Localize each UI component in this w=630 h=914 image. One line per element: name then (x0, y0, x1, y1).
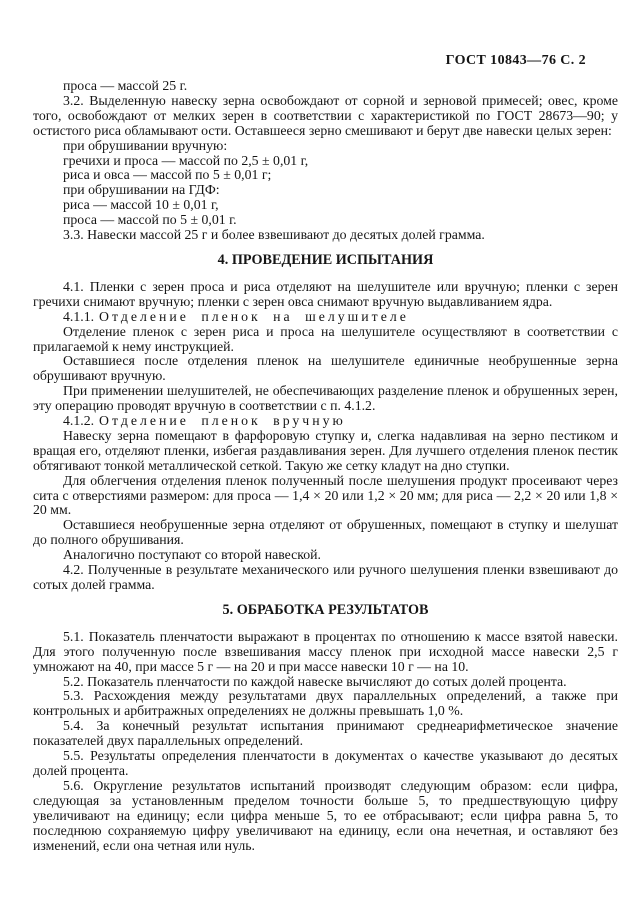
heading-4-1-2 (33, 414, 618, 429)
para-3-3: 3.3. Навески массой 25 г и более взвешивают до десятых долей грамма. (63, 227, 485, 243)
heading-4-1-2-text: Отделение пленок вручную (99, 413, 346, 429)
list-line-buckwheat-millet: гречихи и проса — массой по 2,5 ± 0,01 г, (63, 152, 309, 168)
para-4-1-2-a: Навеску зерна помещают в фарфоровую ступку и, слегка надавливая на зерно пестиком и вращая его, отделяют пленки, избегая раздавливания зерен. Для лучшего отделения пленок пестик обтягивают тонкой металлической сеткой. Такую же сетку кладут на дно ступки. (33, 427, 618, 473)
page-header: ГОСТ 10843—76 С. 2 (445, 53, 586, 68)
list-line-millet: проса — массой по 5 ± 0,01 г. (63, 212, 237, 228)
para-5-4: 5.4. За конечный результат испытания принимают среднеарифметическое значение показателей двух параллельных определений. (33, 718, 618, 749)
carryover-line: проса — массой 25 г. (63, 78, 188, 93)
heading-4-1-1-text: Отделение пленок на шелушителе (99, 308, 409, 324)
heading-4-1-2-number: 4.1.2. (63, 413, 95, 429)
list-line-gdf-hulling: при обрушивании на ГДФ: (63, 182, 220, 198)
para-4-1-1-a: Отделение пленок с зерен риса и проса на шелушителе осуществляют в соответствии с прилагаемой к нему инструкцией. (33, 323, 618, 354)
para-4-1-1-b: Оставшиеся после отделения пленок на шелушителе единичные необрушенные зерна обрушивают вручную. (33, 353, 618, 384)
document-content (33, 79, 618, 853)
section-4-title: 4. ПРОВЕДЕНИЕ ИСПЫТАНИЯ (217, 251, 434, 268)
heading-4-1-1 (33, 310, 618, 325)
para-5-6: 5.6. Округление результатов испытаний производят следующим образом: если цифра, следующая за установленным пределом точности больше 5, то предшествующую цифру увеличивают на единицу; если цифра меньше 5, то ее отбрасывают; если цифра равна 5, то последнюю сохраняемую цифру увеличивают на единицу, если она нечетная, и оставляют без изменений, если она четная или нуль. (33, 777, 618, 853)
para-4-1-2-d: Аналогично поступают со второй навеской. (63, 547, 321, 563)
para-5-5: 5.5. Результаты определения пленчатости в документах о качестве указывают до десятых долей процента. (33, 748, 618, 778)
list-line-manual-hulling: при обрушивании вручную: (63, 137, 228, 153)
para-5-1: 5.1. Показатель пленчатости выражают в процентах по отношению к массе взятой навески. Для этого полученную после взвешивания массу пленок при исходной массе навески 2,5 г умножают на 40, при массе 5 г — на 20 и при массе навески 10 г — на 10. (33, 628, 618, 674)
para-5-2: 5.2. Показатель пленчатости по каждой навеске вычисляют до сотых долей процента. (63, 673, 567, 689)
para-4-1-1-c: При применении шелушителей, не обеспечивающих разделение пленок и обрушенных зерен, эту операцию проводят вручную в соответствии с п. 4.1.2. (33, 383, 618, 414)
para-5-3: 5.3. Расхождения между результатами двух параллельных определений, а также при контрольных и арбитражных определениях не должны превышать 1,0 %. (33, 688, 618, 719)
para-4-1-2-b: Для облегчения отделения пленок полученный после шелушения продукт просеивают через сита с отверстиями размером: для проса — 1,4 × 20 или 1,2 × 20 мм; для риса — 2,2 × 20 или 1,8 × 20 мм. (33, 472, 618, 518)
list-line-rice: риса — массой 10 ± 0,01 г, (63, 197, 219, 213)
para-4-1-2-c: Оставшиеся необрушенные зерна отделяют от обрушенных, помещают в ступку и шелушат до полного обрушивания. (33, 517, 618, 548)
para-4-2: 4.2. Полученные в результате механического или ручного шелушения пленки взвешивают до сотых долей грамма. (33, 562, 618, 592)
list-line-rice-oats: риса и овса — массой по 5 ± 0,01 г; (63, 167, 272, 183)
heading-4-1-1-number: 4.1.1. (63, 308, 95, 324)
section-5-title: 5. ОБРАБОТКА РЕЗУЛЬТАТОВ (222, 601, 429, 618)
para-4-1: 4.1. Пленки с зерен проса и риса отделяют на шелушителе или вручную; пленки с зерен гречихи снимают вручную; пленки с зерен овса снимают вручную выдавливанием ядра. (33, 278, 618, 309)
para-3-2: 3.2. Выделенную навеску зерна освобождают от сорной и зерновой примесей; овес, кроме того, освобождают от мелких зерен в соответствии с характеристикой по ГОСТ 28673—90; у остистого риса обламывают ости. Оставшееся зерно смешивают и берут две навески целых зерен: (33, 92, 618, 138)
